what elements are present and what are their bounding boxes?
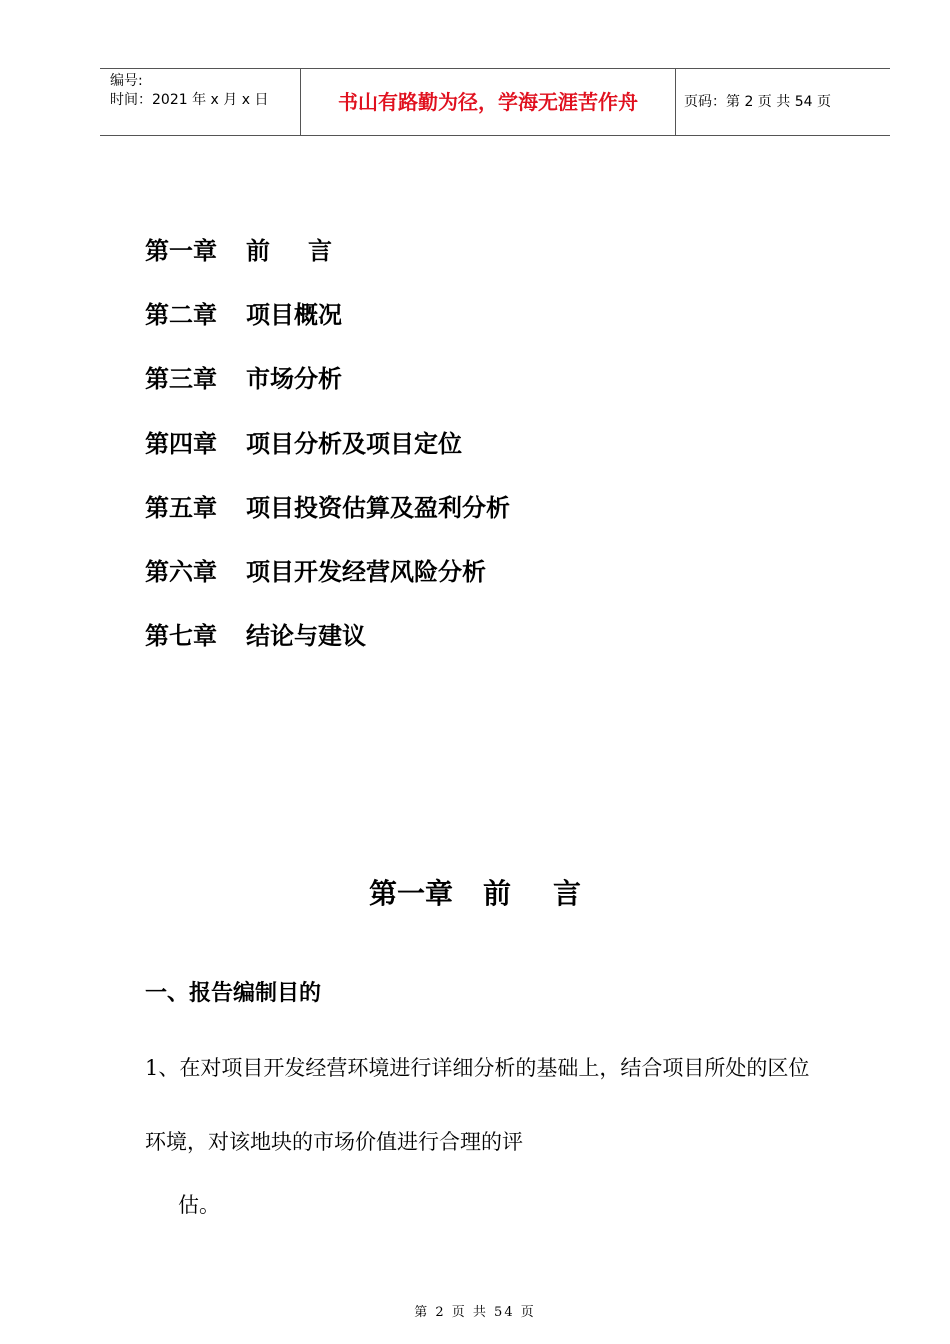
- toc-chapter-number: 第四章: [145, 429, 217, 458]
- toc-item: [145, 616, 510, 680]
- toc-chapter-number: 第五章: [145, 493, 217, 522]
- chapter-title: 前言: [483, 877, 624, 910]
- toc-item: [145, 488, 510, 552]
- toc-chapter-title: 结论与建议: [246, 622, 366, 651]
- toc-chapter-title: 项目概况: [246, 301, 342, 330]
- header-meta: [100, 69, 301, 135]
- toc-chapter-number: 第一章: [145, 237, 217, 265]
- body-paragraph-line: 1、在对项目开发经营环境进行详细分析的基础上，结合项目所处的区位: [145, 1056, 810, 1080]
- document-number-label: 编号:: [110, 73, 143, 89]
- toc-item: [145, 295, 510, 359]
- table-of-contents: [145, 231, 510, 680]
- toc-chapter-title: 项目开发经营风险分析: [246, 557, 486, 586]
- header-page-info: 页码：第 2 页 共 54 页: [684, 94, 831, 110]
- toc-chapter-number: 第三章: [145, 365, 217, 394]
- toc-item: [145, 552, 510, 616]
- document-date: 时间：2021 年 x 月 x 日: [110, 92, 269, 108]
- section-heading: 一、报告编制目的: [145, 981, 322, 1006]
- toc-chapter-title: 前言: [246, 237, 370, 265]
- toc-chapter-title: 项目投资估算及盈利分析: [246, 493, 510, 522]
- toc-chapter-title: 市场分析: [246, 365, 342, 394]
- toc-item: [145, 359, 510, 423]
- page-header: [100, 68, 890, 136]
- toc-item: [145, 231, 510, 295]
- body-paragraph-line: 估。: [178, 1193, 220, 1217]
- chapter-number: 第一章: [368, 877, 453, 910]
- toc-chapter-number: 第六章: [145, 557, 217, 586]
- page-footer: 第 2 页 共 54 页: [414, 1305, 536, 1320]
- toc-item: [145, 424, 510, 488]
- toc-chapter-number: 第二章: [145, 301, 217, 330]
- chapter-heading: [0, 874, 950, 914]
- header-motto: 书山有路勤为径，学海无涯苦作舟: [301, 69, 676, 135]
- toc-chapter-number: 第七章: [145, 622, 217, 651]
- toc-chapter-title: 项目分析及项目定位: [246, 429, 462, 458]
- body-paragraph-line: 环境，对该地块的市场价值进行合理的评: [145, 1130, 523, 1154]
